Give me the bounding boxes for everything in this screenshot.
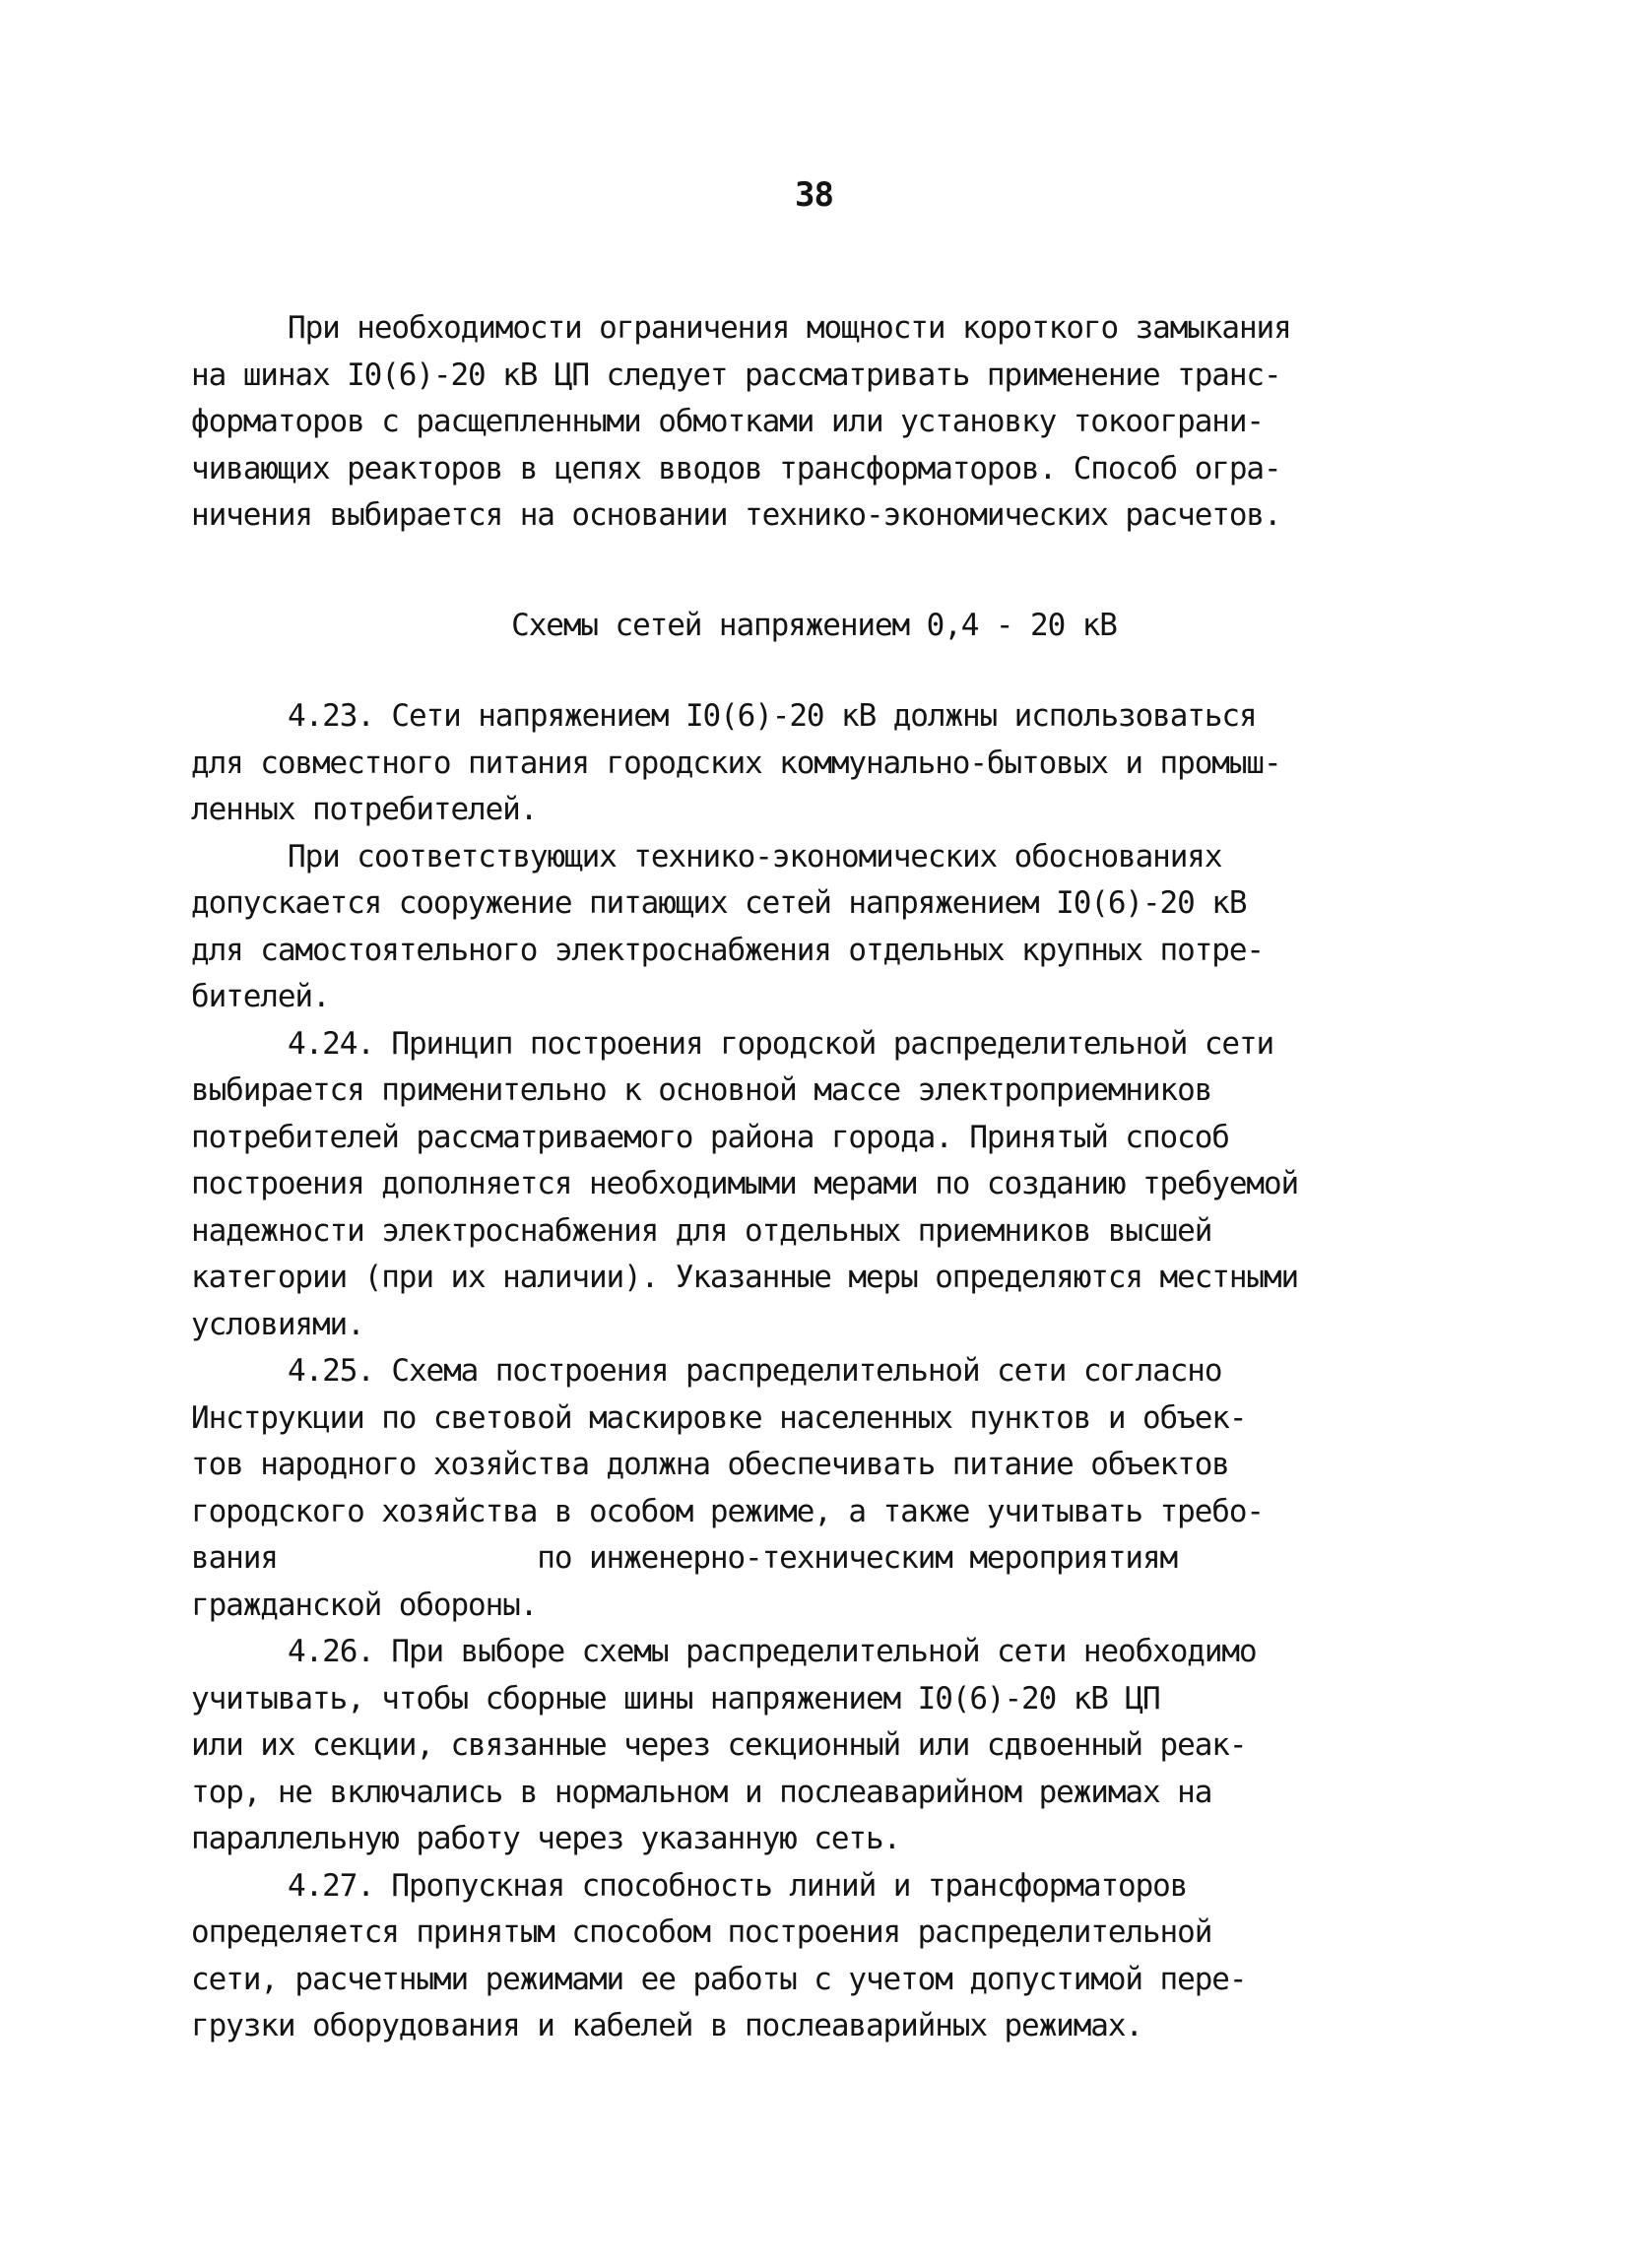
- text-line: тов народного хозяйства должна обеспечивать питание объектов: [191, 1447, 1229, 1482]
- text-line: При необходимости ограничения мощности короткого замыкания: [288, 310, 1291, 346]
- paragraph-4-23: [191, 693, 1432, 834]
- text-line: условиями.: [191, 1306, 364, 1342]
- text-line: грузки оборудования и кабелей в послеаварийных режимах.: [191, 2008, 1142, 2043]
- text-line: 4.23. Сети напряжением I0(6)-20 кВ должны использоваться: [288, 698, 1257, 734]
- text-line: определяется принятым способом построения распределительной: [191, 1914, 1212, 1950]
- text-line: сети, расчетными режимами ее работы с учетом допустимой пере-: [191, 1961, 1247, 1997]
- paragraph-4-25: [191, 1348, 1432, 1629]
- section-body: [191, 693, 1432, 2050]
- text-line: гражданской обороны.: [191, 1587, 538, 1623]
- text-line: тор, не включались в нормальном и послеаварийном режимах на: [191, 1774, 1212, 1810]
- text-line: ленных потребителей.: [191, 792, 538, 827]
- text-line: выбирается применительно к основной массе электроприемников: [191, 1072, 1212, 1108]
- paragraph-4-23-cont: [191, 834, 1432, 1021]
- text-line: построения дополняется необходимыми мерами по созданию требуемой: [191, 1166, 1299, 1201]
- text-line: вания по инженерно-техническим мероприятиям: [191, 1540, 1178, 1576]
- text-line: категории (при их наличии). Указанные меры определяются местными: [191, 1260, 1299, 1295]
- page-number: 38: [795, 175, 833, 215]
- text-line: 4.25. Схема построения распределительной сети согласно: [288, 1353, 1222, 1389]
- text-line: 4.24. Принцип построения городской распределительной сети: [288, 1025, 1274, 1062]
- paragraph-4-27: [191, 1863, 1432, 2050]
- text-line: Инструкции по световой маскировке населенных пунктов и объек-: [191, 1399, 1247, 1436]
- text-line: допускается сооружение питающих сетей напряжением I0(6)-20 кВ: [191, 885, 1247, 921]
- text-line: на шинах I0(6)-20 кВ ЦП следует рассматривать применение транс-: [191, 356, 1281, 393]
- text-line: для совместного питания городских коммунально-бытовых и промыш-: [191, 745, 1281, 781]
- paragraph-4-24: [191, 1021, 1432, 1349]
- text-line: учитывать, чтобы сборные шины напряжением I0(6)-20 кВ ЦП: [191, 1680, 1160, 1717]
- text-line: бителей.: [191, 979, 330, 1014]
- text-line: надежности электроснабжения для отдельных приемников высшей: [191, 1212, 1212, 1249]
- text-line: 4.26. При выборе схемы распределительной сети необходимо: [288, 1634, 1257, 1669]
- text-line: потребителей рассматриваемого района города. Принятый способ: [191, 1119, 1229, 1155]
- text-line: или их секции, связанные через секционный или сдвоенный реак-: [191, 1727, 1247, 1763]
- text-line: 4.27. Пропускная способность линий и трансформаторов: [288, 1867, 1188, 1904]
- text-line: городского хозяйства в особом режиме, а также учитывать требо-: [191, 1493, 1264, 1529]
- text-line: для самостоятельного электроснабжения отдельных крупных потре-: [191, 932, 1264, 968]
- section-heading: Схемы сетей напряжением 0,4 - 20 кВ: [511, 608, 1117, 643]
- text-line: чивающих реакторов в цепях вводов трансформаторов. Способ огра-: [191, 450, 1281, 486]
- text-line: параллельную работу через указанную сеть.: [191, 1821, 901, 1856]
- text-line: форматоров с расщепленными обмотками или установку токоограни-: [191, 404, 1264, 439]
- text-line: При соответствующих технико-экономических обоснованиях: [288, 838, 1222, 875]
- text-line: ничения выбирается на основании технико-экономических расчетов.: [191, 497, 1281, 533]
- paragraph-4-26: [191, 1629, 1432, 1863]
- intro-paragraph: [191, 305, 1432, 540]
